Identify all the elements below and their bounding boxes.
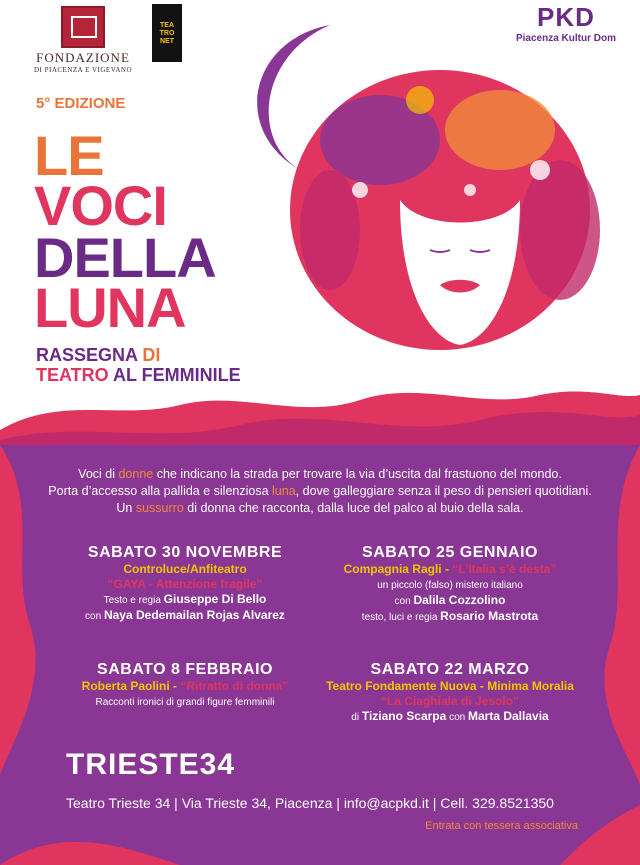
intro-highlight: luna (272, 484, 296, 498)
event-date: SABATO 22 MARZO (370, 661, 530, 678)
event-credits (320, 609, 580, 625)
entry-note: Entrata con tessera associativa (425, 820, 578, 832)
fondazione-subtitle: DI PIACENZA E VIGEVANO (33, 66, 133, 74)
event-company: Teatro Fondamente Nuova - Minima Moralia (326, 679, 574, 693)
event-company: Compagnia Ragli - (343, 562, 453, 576)
pkd-title: PKD (537, 2, 595, 32)
intro-text-part: Voci di (78, 467, 119, 481)
event-4 (320, 662, 580, 725)
pkd-logo (516, 2, 616, 44)
subtitle-femminile: AL FEMMINILE (113, 365, 241, 385)
event-date: SABATO 25 GENNAIO (362, 544, 538, 561)
event-credits (320, 709, 580, 725)
event-1 (60, 545, 310, 624)
credit-label: con (394, 596, 414, 607)
venue-address: Teatro Trieste 34 | Via Trieste 34, Piacenza | info@acpkd.it | Cell. 329.8521350 (66, 795, 554, 811)
credit-name: Rosario Mastrota (440, 609, 539, 623)
intro-text-part: di donna che racconta, dalla luce del palco al buio della sala. (183, 501, 524, 515)
event-company: Roberta Paolini - (81, 679, 181, 693)
fondazione-logo (28, 6, 138, 74)
event-date: SABATO 8 FEBBRAIO (97, 661, 273, 678)
credit-label: di (351, 712, 362, 723)
credit-name: Naya Dedemailan Rojas Alvarez (103, 608, 285, 622)
event-credits (320, 593, 580, 609)
title-line-3: DELLA (34, 226, 216, 289)
title-line-1: LE (34, 124, 104, 187)
event-credits (60, 592, 310, 608)
subtitle-teatro: TEATRO (36, 365, 109, 385)
event-2 (320, 545, 580, 625)
event-company: Controluce/Anfiteatro (123, 562, 247, 576)
event-show: “L’Italia s’è desta” (452, 562, 557, 576)
edition-label: 5° EDIZIONE (36, 95, 126, 112)
pkd-subtitle: Piacenza Kultur Dom (515, 33, 616, 44)
event-show: “Ritratto di donna” (180, 679, 289, 693)
credit-label: con (446, 712, 468, 723)
credit-name: Giuseppe Di Bello (163, 592, 267, 606)
subtitle-di: DI (142, 345, 161, 365)
subtitle-rassegna: RASSEGNA (36, 345, 138, 365)
intro-text (20, 466, 620, 517)
event-date: SABATO 30 NOVEMBRE (87, 544, 283, 561)
subtitle (36, 345, 241, 385)
intro-text-part: Porta d’accesso alla pallida e silenziosa (48, 484, 273, 498)
intro-text-part: Un (116, 501, 136, 515)
intro-text-part: , dove galleggiare senza il peso di pensieri quotidiani. (295, 484, 592, 498)
intro-text-part: che indicano la strada per trovare la via d’uscita dal frastuono del mondo. (153, 467, 562, 481)
event-credits (60, 608, 310, 624)
venue-logo: TRIESTE34 (66, 748, 236, 781)
event-credits: Racconti ironici di grandi figure femminili (95, 697, 275, 708)
credit-label: testo, luci e regia (361, 612, 441, 623)
fondazione-name: FONDAZIONE (36, 50, 130, 65)
event-3 (60, 662, 310, 710)
credit-name: Tiziano Scarpa (361, 709, 447, 723)
event-show: “GAYA - Attenzione fragile” (107, 577, 263, 591)
event-credits: un piccolo (falso) mistero italiano (377, 580, 523, 591)
credit-name: Dalila Cozzolino (413, 593, 506, 607)
title-line-2: VOCI (34, 174, 167, 237)
intro-highlight: sussurro (135, 501, 184, 515)
intro-highlight: donne (118, 467, 154, 481)
credit-label: con (85, 611, 104, 622)
credit-name: Marta Dallavia (468, 709, 549, 723)
credit-label: Testo e regia (103, 595, 164, 606)
teatro-net-logo: TEA TRO NET (152, 4, 182, 62)
event-show: “La Ciaghiala di Jesolo” (380, 694, 520, 708)
title-line-4: LUNA (34, 276, 186, 339)
crest-icon (61, 6, 105, 48)
